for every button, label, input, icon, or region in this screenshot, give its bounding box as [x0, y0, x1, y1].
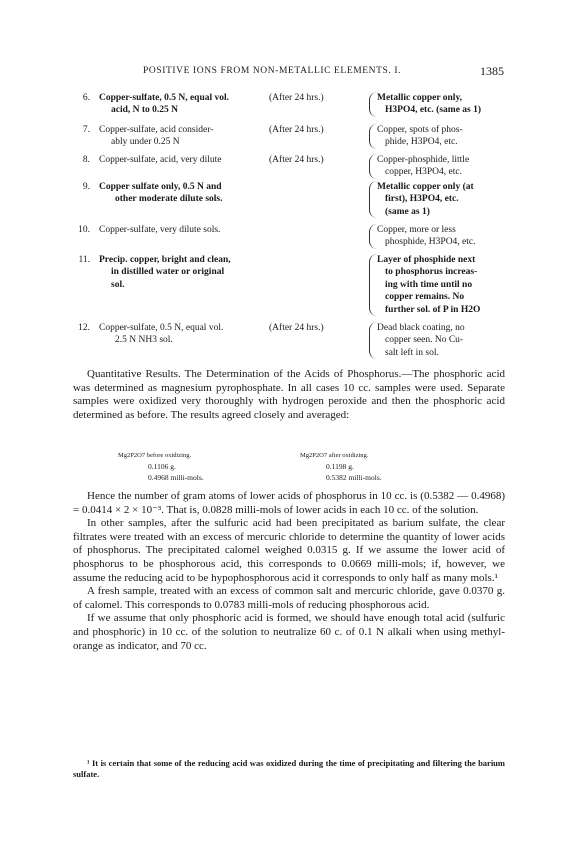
result-line: copper, H3PO4, etc.: [385, 167, 462, 178]
row-substance: [99, 224, 304, 236]
result-line: phide, H3PO4, etc.: [385, 137, 458, 148]
row-substance: [99, 254, 304, 291]
row-time: (After 24 hrs.): [269, 125, 324, 135]
substance-line: 2.5 N NH3 sol.: [115, 335, 173, 346]
result-line: Metallic copper only (at: [377, 182, 474, 192]
before-value-g: 0.1106 g.: [148, 462, 176, 471]
before-value-mmol: 0.4968 milli-mols.: [148, 473, 204, 482]
result-line: copper seen. No Cu-: [385, 335, 464, 346]
row-number: 11.: [78, 255, 90, 265]
body-paragraphs: [73, 490, 505, 653]
substance-line: sol.: [111, 279, 125, 290]
result-line: copper remains. No: [385, 292, 465, 303]
after-heading: Mg2P2O7 after oxidizing.: [300, 452, 369, 459]
after-oxidizing-block: [300, 450, 382, 483]
row-substance: [99, 181, 304, 206]
row-result: [369, 154, 513, 179]
para3: In other samples, after the sulfuric acid had been precipitated as barium sulfate, the clear filtrates were treated with an excess of mercuric chloride to determine the quantity of lower acids of phosphorus. The precipitated calomel weighed 0.0315 g. If we assume the lower acid of phosphorus to be phosphorous acid, this corresponds to 0.0669 milli-mols; if, however, we assume the reducing acid to be hypophosphorous acid it corresponds to only half as many mols.¹: [73, 517, 505, 584]
substance-line: Copper-sulfate, 0.5 N, equal vol.: [99, 93, 230, 103]
result-line: (same as 1): [385, 206, 430, 217]
substance-line: Precip. copper, bright and clean,: [99, 255, 231, 265]
substance-line: Copper-sulfate, 0.5 N, equal vol.: [99, 323, 224, 333]
result-line: to phosphorus increas-: [385, 267, 478, 278]
substance-line: Copper sulfate only, 0.5 N and: [99, 182, 222, 192]
footnote: ¹ It is certain that some of the reducing acid was oxidized during the time of precipitating and filtering the barium sulfate.: [73, 758, 505, 779]
substance-line: acid, N to 0.25 N: [111, 105, 179, 116]
row-number: 7.: [82, 125, 90, 135]
row-result: [369, 181, 513, 218]
row-time: (After 24 hrs.): [269, 93, 324, 103]
result-line: Copper-phosphide, little: [377, 155, 470, 165]
row-result: [369, 124, 513, 149]
result-line: Dead black coating, no: [377, 323, 465, 333]
page-number: 1385: [480, 64, 504, 78]
substance-line: other moderate dilute sols.: [115, 194, 223, 205]
row-number: 10.: [78, 225, 90, 235]
substance-line: Copper-sulfate, very dilute sols.: [99, 225, 221, 235]
substance-line: Copper-sulfate, acid consider-: [99, 125, 214, 135]
row-time: (After 24 hrs.): [269, 323, 324, 333]
row-result: [369, 254, 513, 316]
row-time: (After 24 hrs.): [269, 155, 324, 165]
running-title: POSITIVE IONS FROM NON-METALLIC ELEMENTS. I.: [143, 66, 402, 76]
para1: Quantitative Results. The Determination of the Acids of Phosphorus.—The phosphoric acid was determined as magnesium pyrophosphate. In all cases 10 cc. samples were used. Separate samples were oxidized very thoroughly with hydrogen peroxide and then the phosphoric acid determined as before. The results agreed closely and averaged:: [73, 368, 505, 421]
paragraph-quantitative-results: [73, 368, 505, 422]
result-line: salt left in sol.: [385, 347, 439, 358]
para5: If we assume that only phosphoric acid is formed, we should have enough total acid (sulfuric and phosphoric) in 10 cc. of the solution to neutralize 60 c. of 0.1 N alkali when using methyl-orange as indicator, and 70 cc.: [73, 612, 505, 652]
substance-line: Copper-sulfate, acid, very dilute: [99, 155, 222, 165]
row-number: 8.: [82, 155, 90, 165]
result-line: Copper, spots of phos-: [377, 125, 463, 135]
result-line: Layer of phosphide next: [377, 255, 476, 265]
before-oxidizing-block: [118, 450, 204, 483]
before-heading: Mg2P2O7 before oxidizing.: [118, 452, 192, 459]
row-result: [369, 224, 513, 249]
row-number: 6.: [82, 93, 90, 103]
result-line: ing with time until no: [385, 279, 473, 290]
running-header: [0, 66, 573, 82]
result-line: Metallic copper only,: [377, 93, 463, 103]
row-number: 9.: [82, 182, 90, 192]
row-number: 12.: [78, 323, 90, 333]
result-line: Copper, more or less: [377, 225, 456, 235]
result-line: first), H3PO4, etc.: [385, 194, 459, 205]
para2: Hence the number of gram atoms of lower acids of phosphorus in 10 cc. is (0.5382 — 0.4968) = 0.0414 × 2 × 10⁻³. That is, 0.0828 milli-mols of lower acids in each 10 cc. of the solution.: [73, 490, 505, 516]
para4: A fresh sample, treated with an excess of common salt and mercuric chloride, gave 0.0370 g. of calomel. This corresponds to 0.0783 milli-mols of reducing phosphorous acid.: [73, 585, 505, 611]
result-line: further sol. of P in H2O: [385, 304, 481, 315]
substance-line: ably under 0.25 N: [111, 137, 180, 148]
row-result: [369, 322, 513, 359]
result-line: phosphide, H3PO4, etc.: [385, 237, 476, 248]
after-value-g: 0.1198 g.: [326, 462, 354, 471]
substance-line: in distilled water or original: [111, 267, 225, 278]
after-value-mmol: 0.5382 milli-mols.: [326, 473, 382, 482]
result-line: H3PO4, etc. (same as 1): [385, 105, 482, 116]
row-result: [369, 92, 513, 117]
